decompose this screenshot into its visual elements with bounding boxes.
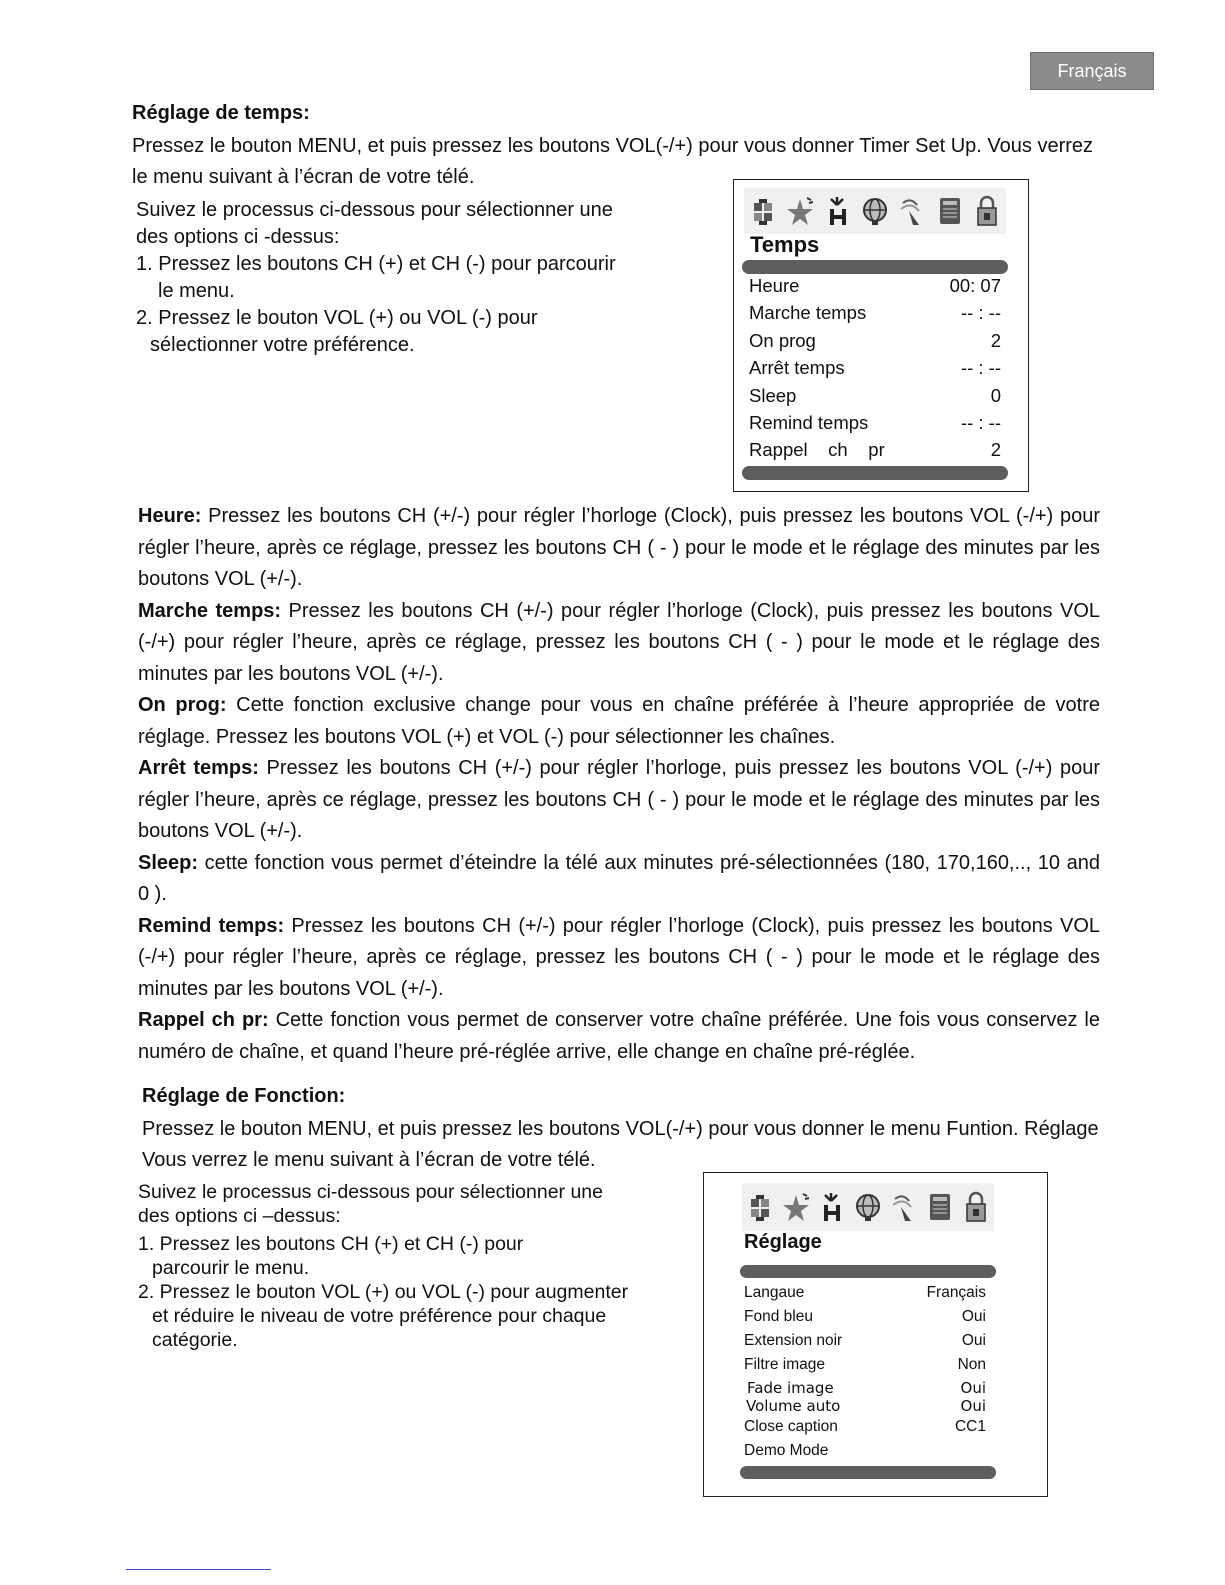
- definition-term: Sleep:: [138, 851, 199, 874]
- features-icon: [817, 1191, 847, 1223]
- menu-icon-strip: [744, 188, 1006, 234]
- menu-row-value: -- : --: [960, 357, 1001, 378]
- menu-row-label: Heure: [749, 275, 800, 296]
- menu-top-bar: [742, 260, 1008, 274]
- menu-row-fade-image: [744, 1379, 986, 1397]
- definition-marche-temps: [138, 596, 1100, 691]
- menu-row-value: Oui: [960, 1379, 986, 1397]
- menu-row-value: -- : --: [960, 412, 1001, 433]
- definition-term: Arrêt temps:: [138, 757, 259, 779]
- definition-term: Remind temps:: [138, 914, 285, 937]
- menu-row-label: Demo Mode: [744, 1442, 829, 1459]
- definition-remind-temps: [138, 911, 1100, 1006]
- menu-row-label: Filtre image: [744, 1356, 825, 1373]
- menu-row-rappel-ch-pr: [749, 439, 1001, 461]
- closed-caption-icon: [935, 195, 965, 227]
- menu-row-close-caption: [744, 1418, 986, 1436]
- definition-rappel-ch-pr: [138, 1005, 1100, 1068]
- timer-heading: Réglage de temps:: [132, 102, 310, 124]
- language-tab: Français: [1030, 52, 1154, 90]
- timer-steps: [136, 197, 616, 359]
- step-line: des options ci –dessus:: [138, 1205, 341, 1227]
- definition-arret-temps: [138, 753, 1100, 848]
- menu-title: Temps: [750, 232, 820, 257]
- menu-row-value: CC1: [954, 1418, 986, 1435]
- picture-icon: [745, 1191, 775, 1223]
- menu-row-value: 2: [990, 330, 1001, 351]
- sound-icon: [785, 195, 815, 227]
- menu-row-value: 2: [990, 439, 1001, 460]
- menu-row-label: Extension noir: [744, 1332, 843, 1349]
- menu-row-label: Langaue: [744, 1284, 805, 1301]
- menu-row-volume-auto: [744, 1397, 986, 1415]
- timer-menu-panel: [733, 179, 1029, 492]
- step-line: Suivez le processus ci-dessous pour sélectionner une: [136, 199, 613, 221]
- menu-title: Réglage: [744, 1231, 822, 1253]
- definition-text: Pressez les boutons CH (+/-) pour régler l’horloge (Clock), puis pressez les boutons VOL (-/+) pour régler l’heure, après ce réglage, pressez les boutons CH ( - ) pour le mode et le réglage des minutes par les boutons VOL (+/-).: [138, 599, 1100, 685]
- menu-row-value: 00: 07: [949, 275, 1001, 296]
- step-line: 2. Pressez le bouton VOL (+) ou VOL (-) pour: [136, 307, 538, 329]
- step-line: sélectionner votre préférence.: [150, 334, 415, 356]
- menu-row-value: Oui: [961, 1308, 986, 1325]
- step-line: et réduire le niveau de votre préférence pour chaque: [152, 1305, 607, 1327]
- menu-row-value: Français: [926, 1284, 986, 1301]
- step-line: parcourir le menu.: [152, 1257, 310, 1279]
- footer-rule: [126, 1569, 271, 1570]
- definition-heure: [138, 501, 1100, 596]
- menu-row-extension-noir: [744, 1332, 986, 1350]
- antenna-icon: [897, 195, 927, 227]
- menu-row-label: Volume auto: [746, 1397, 841, 1415]
- menu-bottom-bar: [742, 466, 1008, 480]
- menu-row-heure: [749, 275, 1001, 297]
- menu-row-value: 0: [990, 385, 1001, 406]
- definition-sleep: [138, 848, 1100, 911]
- menu-row-sleep: [749, 385, 1001, 407]
- menu-row-label: Remind temps: [749, 412, 869, 433]
- definition-term: On prog:: [138, 694, 227, 716]
- menu-row-demo-mode: [744, 1442, 986, 1460]
- menu-row-on-prog: [749, 330, 1001, 352]
- globe-icon: [860, 195, 890, 227]
- definition-text: Cette fonction vous permet de conserver votre chaîne préférée. Une fois vous conservez le numéro de chaîne, et quand l’heure pré-réglée arrive, elle change en chaîne pré-réglée.: [138, 1009, 1100, 1063]
- definition-term: Rappel ch pr:: [138, 1009, 269, 1031]
- timer-intro-line-1: Pressez le bouton MENU, et puis pressez les boutons VOL(-/+) pour vous donner Timer Set Up. Vous verrez: [132, 135, 1094, 157]
- definition-text: cette fonction vous permet d’éteindre la télé aux minutes pré-sélectionnées (180, 170,160,.., 10 and 0 ).: [138, 851, 1100, 905]
- definition-text: Pressez les boutons CH (+/-) pour régler l’horloge (Clock), puis pressez les boutons VOL (-/+) pour régler l’heure, après ce réglage, pressez les boutons CH ( - ) pour le mode et le réglage des minutes par les boutons VOL (+/-).: [138, 505, 1100, 590]
- menu-row-label: Rappel ch pr: [749, 439, 885, 460]
- menu-row-label: Fade image: [747, 1379, 834, 1397]
- step-line: le menu.: [158, 280, 235, 302]
- menu-row-label: Marche temps: [749, 302, 867, 323]
- definition-on-prog: [138, 690, 1100, 753]
- menu-row-langaue: [744, 1284, 986, 1302]
- picture-icon: [748, 195, 778, 227]
- step-line: des options ci -dessus:: [136, 226, 340, 248]
- function-intro-line-1: Pressez le bouton MENU, et puis pressez les boutons VOL(-/+) pour vous donner le menu Funtion. Réglage: [142, 1118, 1099, 1140]
- lock-icon: [961, 1191, 991, 1223]
- menu-row-value: -- : --: [960, 302, 1001, 323]
- menu-row-label: Fond bleu: [744, 1308, 813, 1325]
- antenna-icon: [889, 1191, 919, 1223]
- globe-icon: [853, 1191, 883, 1223]
- menu-row-value: Non: [957, 1356, 986, 1373]
- definition-text: Pressez les boutons CH (+/-) pour régler l’horloge, puis pressez les boutons VOL (-/+) pour régler l’heure, après ce réglage, pressez les boutons CH ( - ) pour le mode et le réglage des minutes par les boutons VOL (+/-).: [138, 757, 1100, 842]
- menu-row-marche-temps: [749, 302, 1001, 324]
- features-icon: [823, 195, 853, 227]
- menu-bottom-bar: [740, 1466, 996, 1479]
- function-menu-panel: [703, 1172, 1048, 1497]
- step-line: catégorie.: [152, 1329, 238, 1351]
- definition-text: Cette fonction exclusive change pour vous en chaîne préférée à l’heure appropriée de votre réglage. Pressez les boutons VOL (+) et VOL (-) pour sélectionner les chaînes.: [138, 694, 1100, 748]
- closed-caption-icon: [925, 1191, 955, 1223]
- step-line: 2. Pressez le bouton VOL (+) ou VOL (-) pour augmenter: [138, 1281, 629, 1303]
- menu-row-filtre-image: [744, 1356, 986, 1374]
- function-heading: Réglage de Fonction:: [142, 1085, 346, 1107]
- definition-term: Marche temps:: [138, 599, 282, 622]
- sound-icon: [781, 1191, 811, 1223]
- menu-top-bar: [740, 1265, 996, 1278]
- function-steps: [138, 1180, 628, 1352]
- menu-row-label: Close caption: [744, 1418, 838, 1435]
- definition-text: Pressez les boutons CH (+/-) pour régler l’horloge (Clock), puis pressez les boutons VOL (-/+) pour régler l’heure, après ce réglage, pressez les boutons CH ( - ) pour le mode et le réglage des minutes par les boutons VOL (+/-).: [138, 914, 1100, 1000]
- menu-row-value: Oui: [961, 1332, 986, 1349]
- step-line: 1. Pressez les boutons CH (+) et CH (-) pour: [138, 1233, 524, 1255]
- step-line: 1. Pressez les boutons CH (+) et CH (-) pour parcourir: [136, 253, 616, 275]
- menu-row-label: On prog: [749, 330, 816, 351]
- definition-term: Heure:: [138, 505, 202, 527]
- menu-row-arret-temps: [749, 357, 1001, 379]
- menu-row-value: Oui: [960, 1397, 986, 1415]
- menu-row-remind-temps: [749, 412, 1001, 434]
- step-line: Suivez le processus ci-dessous pour sélectionner une: [138, 1181, 604, 1203]
- lock-icon: [972, 195, 1002, 227]
- menu-icon-strip: [742, 1183, 994, 1231]
- menu-row-fond-bleu: [744, 1308, 986, 1326]
- menu-row-label: Sleep: [749, 385, 797, 406]
- menu-row-label: Arrêt temps: [749, 357, 845, 378]
- function-intro-line-2: Vous verrez le menu suivant à l’écran de votre télé.: [142, 1149, 596, 1171]
- timer-intro-line-2: le menu suivant à l’écran de votre télé.: [132, 166, 475, 188]
- timer-definitions: [138, 501, 1100, 1068]
